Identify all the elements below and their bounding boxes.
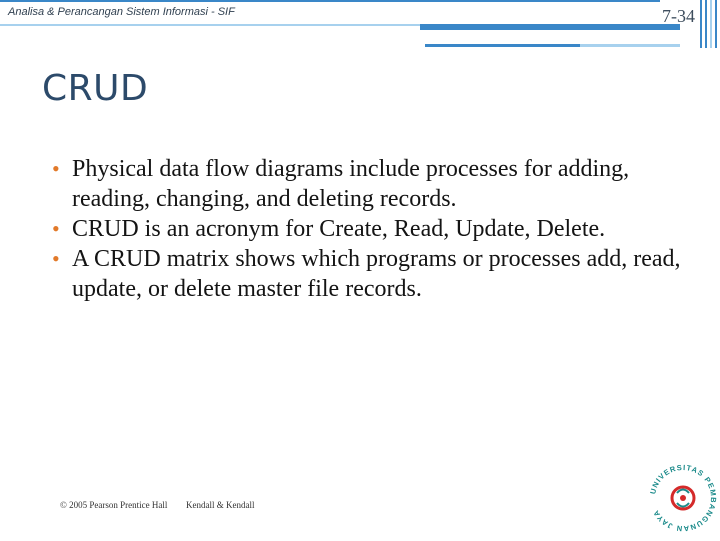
seal-graphic (648, 460, 718, 536)
bullet-icon: • (52, 156, 60, 181)
bullet-list (52, 154, 692, 304)
bullet-item (52, 244, 692, 304)
bullet-item (52, 214, 692, 244)
bullet-item (52, 154, 692, 214)
bullet-text: A CRUD matrix shows which programs or processes add, read, update, or delete master file records. (72, 246, 681, 302)
slide-title: CRUD (42, 68, 149, 109)
course-header: Analisa & Perancangan Sistem Informasi - SIF (8, 6, 235, 18)
footer-authors: Kendall & Kendall (186, 500, 255, 510)
footer-copyright: © 2005 Pearson Prentice Hall (60, 500, 168, 510)
bullet-text: CRUD is an acronym for Create, Read, Update, Delete. (72, 216, 606, 242)
bullet-text: Physical data flow diagrams include processes for adding, reading, changing, and deleting records. (72, 156, 630, 212)
bullet-icon: • (52, 246, 60, 271)
svg-text:UNIVERSITAS PEMBANGUNAN JAYA: UNIVERSITAS PEMBANGUNAN JAYA (648, 462, 718, 534)
slide-number: 7-34 (662, 6, 695, 26)
bullet-icon: • (52, 216, 60, 241)
university-seal-icon (648, 460, 718, 536)
